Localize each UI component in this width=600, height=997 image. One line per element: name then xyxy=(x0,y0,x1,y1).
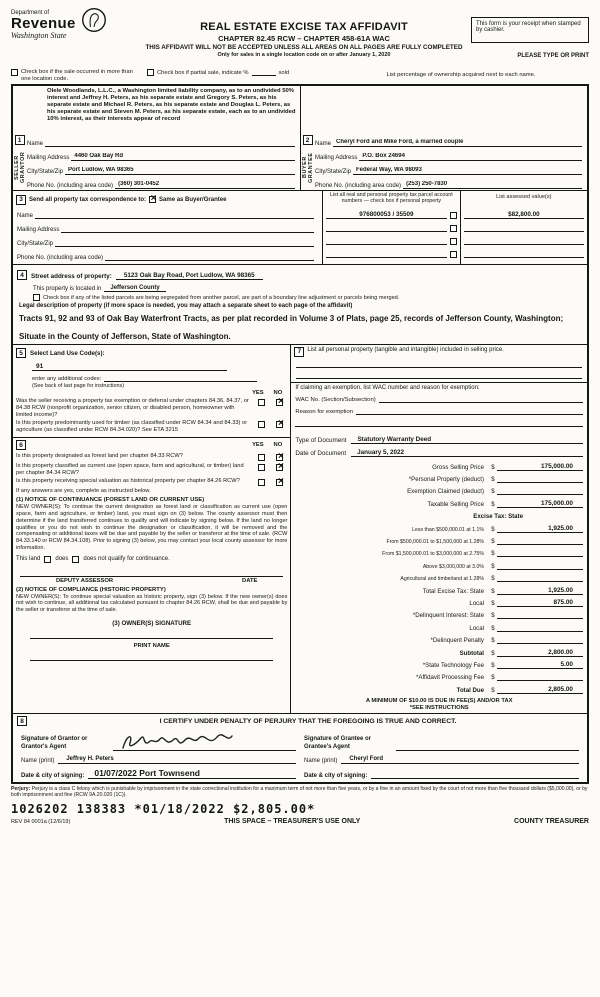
seller-phone-label: Phone No. (including area code) xyxy=(27,183,114,190)
personal-property-deduct-value[interactable] xyxy=(497,475,583,483)
rate-1-1-row: Less than $500,000.01 at 1.1% $ 1,925.00 xyxy=(295,520,583,532)
buyer-name-field[interactable]: Cheryl Ford and Mike Ford, a married couple xyxy=(333,139,582,147)
total-excise-state-label: Total Excise Tax: State xyxy=(422,587,484,595)
multi-location-checkbox[interactable] xyxy=(11,69,18,76)
parcel-1-personal-checkbox[interactable] xyxy=(450,212,457,219)
total-due-row: Total Due $ 2,805.00 xyxy=(295,681,583,693)
ownership-note: List percentage of ownership acquired next to each name. xyxy=(386,72,536,78)
timber-question-text: Is this property predominantly used for timber (as classified under RCW 84.34 and 84.33) or agriculture (as classified under RCW 84.34.020)? See ETA 3215 xyxy=(16,420,248,434)
parcel-3-personal-checkbox[interactable] xyxy=(450,238,457,245)
buyer-phone-row xyxy=(314,176,587,190)
timber-no-checkbox[interactable] xyxy=(276,421,283,428)
legal-description-label: Legal description of property (if more space is needed, you may attach a separate sheet to each page of the affidavit) xyxy=(19,303,353,310)
grantee-signature-label: Signature of Grantee or Grantee's Agent xyxy=(304,736,372,750)
buyer-mailing-row xyxy=(314,148,587,162)
land-use-instructions-note: (See back of last page for instructions) xyxy=(32,383,124,390)
corr-name-row xyxy=(16,206,319,220)
additional-codes-field[interactable] xyxy=(104,375,257,382)
certification-section xyxy=(13,714,587,782)
state-technology-fee-label: *State Technology Fee xyxy=(422,661,484,669)
notice-continuance-title: (1) NOTICE OF CONTINUANCE (FOREST LAND OR CURRENT USE) xyxy=(16,497,205,504)
taxable-selling-price-value[interactable]: 175,000.00 xyxy=(497,500,583,508)
delinquent-interest-local-value[interactable] xyxy=(497,624,583,632)
sec5-no-label: NO xyxy=(273,390,283,397)
document-date-field[interactable]: January 5, 2022 xyxy=(351,449,583,457)
current-use-no-checkbox[interactable] xyxy=(276,464,283,471)
historic-yes-checkbox[interactable] xyxy=(258,479,265,486)
exemption-reason-row-2 xyxy=(295,415,583,427)
land-use-label: Select Land Use Code(s): xyxy=(30,349,105,357)
cashier-stamp: 1026202 138383 *01/18/2022 $2,805.00* xyxy=(11,801,316,816)
continuance-does-checkbox[interactable] xyxy=(44,556,51,563)
if-yes-note: If any answers are yes, complete as instructed below. xyxy=(16,488,151,495)
buyer-name-row xyxy=(314,134,587,148)
grantor-signature-column xyxy=(17,728,300,780)
corr-mailing-field[interactable] xyxy=(61,225,314,233)
assessor-date-label: DATE xyxy=(242,577,258,584)
personal-property-line-2[interactable] xyxy=(296,368,582,379)
corr-phone-row xyxy=(16,248,319,262)
excise-tax-calculation xyxy=(291,457,587,693)
forest-no-checkbox[interactable] xyxy=(276,454,283,461)
parcel-number-1[interactable]: 976800053 / 35509 xyxy=(326,211,447,219)
section-6-number: 6 xyxy=(16,440,26,450)
buyer-phone-field[interactable]: (253) 250-7830 xyxy=(403,181,582,189)
sec5-yes-label: YES xyxy=(252,390,264,397)
seller-side-strip xyxy=(13,134,26,190)
title-block xyxy=(137,7,471,58)
affidavit-processing-fee-label: *Affidavit Processing Fee xyxy=(416,674,484,682)
buyer-mailing-field[interactable]: P.O. Box 24694 xyxy=(359,153,582,161)
gross-selling-price-value[interactable]: 175,000.00 xyxy=(497,463,583,471)
current-use-yes-checkbox[interactable] xyxy=(258,464,265,471)
section-4-number: 4 xyxy=(17,270,27,280)
personal-property-label: List all personal property (tangible and intangible) included in selling price. xyxy=(307,347,504,354)
document-date-row xyxy=(291,444,587,457)
land-designation-section xyxy=(13,438,290,713)
located-in-label: This property is located in xyxy=(33,286,102,293)
segregated-checkbox[interactable] xyxy=(33,294,40,301)
rate-1-1-value[interactable]: 1,925.00 xyxy=(497,525,583,533)
land-use-code-row xyxy=(16,359,287,371)
corr-csz-field[interactable] xyxy=(55,239,314,247)
form-revision-number: REV 84 0001a (12/6/19) xyxy=(11,818,71,825)
delinquent-interest-state-value[interactable] xyxy=(497,611,583,619)
buyer-mailing-label: Mailing Address xyxy=(315,155,358,162)
same-as-buyer-checkbox[interactable] xyxy=(149,196,156,203)
grantor-signature-scribble xyxy=(117,730,237,754)
notice-compliance-title: (2) NOTICE OF COMPLIANCE (HISTORIC PROPERTY) xyxy=(16,586,166,593)
timber-yes-checkbox[interactable] xyxy=(258,421,265,428)
assessed-value-1[interactable]: $82,800.00 xyxy=(464,211,584,219)
current-use-question-text: Is this property classified as current use (open space, farm and agricultural, or timber) land per chapter 84.34 RCW? xyxy=(16,462,244,476)
perjury-statement xyxy=(11,786,589,799)
situate-statement: Situate in the County of Jefferson, State of Washington. xyxy=(19,332,231,342)
street-address-label: Street address of property: xyxy=(31,273,112,281)
corr-csz-row xyxy=(16,234,319,248)
grantee-name-print-label: Name (print) xyxy=(304,757,338,764)
seller-grantor-side-label: SELLER GRANTOR xyxy=(13,152,26,184)
section-3-number: 3 xyxy=(16,195,26,205)
parcel-row-4 xyxy=(326,245,457,258)
seller-name-value[interactable]: Olele Woodlands, L.L.C., a Washington limited liability company, as to an undivided 50% interest and Jeffrey H. Peters, as his separate estate and Gregory S. Peters, as his separate estate and Michael R. Peters, as his separate estate and Douglas L. Peters, as his separate estate and Steven M. Peters, as his separate estate, each as to an undivided 10% interest, as their interests appear of record xyxy=(47,88,296,123)
owners-signature-label: (3) OWNER(S) SIGNATURE xyxy=(112,620,192,627)
exemption-question-text: Was the seller receiving a property tax exemption or deferral under chapters 84.36, 84.37, or 84.38 RCW (nonprofit organization, senior citizen, or disabled person, homeowner with limited income)? xyxy=(16,398,249,418)
grantee-name-field[interactable]: Cheryl Ford xyxy=(341,756,579,764)
gross-selling-price-label: Gross Selling Price xyxy=(432,463,484,471)
rate-3-0-row: Above $3,000,000 at 3.0% $ xyxy=(295,557,583,569)
document-type-row xyxy=(291,431,587,444)
assessed-value-2[interactable] xyxy=(464,224,584,232)
personal-property-line-1[interactable] xyxy=(296,357,582,368)
treasurer-space-label: THIS SPACE – TREASURER'S USE ONLY xyxy=(224,817,361,825)
form-only-note: Only for sales in a single location code on or after January 1, 2020 xyxy=(217,52,391,58)
seller-csz-label: City/State/Zip xyxy=(27,169,64,176)
located-county-field[interactable]: Jefferson County xyxy=(104,285,165,292)
street-address-field[interactable]: 5123 Oak Bay Road, Port Ludlow, WA 98365 xyxy=(116,272,263,280)
seller-name-row xyxy=(26,134,300,148)
buyer-grantee-side-label: BUYER GRANTEE xyxy=(301,152,314,184)
historic-question-text: Is this property receiving special valuation as historical property per chapter 84.26 RCW? xyxy=(16,478,240,485)
seller-csz-row xyxy=(26,162,300,176)
correspondence-column xyxy=(13,191,323,264)
timber-question-row xyxy=(16,420,287,433)
street-address-row xyxy=(17,267,583,280)
historic-question-row xyxy=(16,478,287,486)
affidavit-processing-fee-row: *Affidavit Processing Fee $ xyxy=(295,669,583,681)
buyer-name-overflow-area xyxy=(301,86,587,134)
assessed-row-2 xyxy=(464,219,584,232)
tax-correspondence-section xyxy=(13,191,587,265)
washington-profile-icon xyxy=(81,7,107,33)
personal-property-deduct-row: *Personal Property (deduct) $ xyxy=(295,471,583,483)
rate-3-0-label: Above $3,000,000 at 3.0% xyxy=(422,563,484,570)
partial-sale-percent-field[interactable] xyxy=(252,69,276,76)
delinquent-penalty-row: *Delinquent Penalty $ xyxy=(295,632,583,644)
delinquent-interest-local-row: Local $ xyxy=(295,619,583,631)
grantor-name-print-label: Name (print) xyxy=(21,757,55,764)
parcel-row-3 xyxy=(326,232,457,245)
form-body xyxy=(11,84,589,783)
seller-phone-row xyxy=(26,176,300,190)
corr-mailing-label: Mailing Address xyxy=(17,227,60,234)
continuance-prefix: This land xyxy=(16,556,41,563)
corr-mailing-row xyxy=(16,220,319,234)
form-subtitle: CHAPTER 82.45 RCW – CHAPTER 458-61A WAC xyxy=(218,34,390,43)
wac-number-label: WAC No. (Section/Subsection) xyxy=(295,397,376,404)
located-in-row xyxy=(17,280,583,292)
receipt-column xyxy=(471,7,589,59)
receipt-note: This form is your receipt when stamped by cashier. xyxy=(471,17,589,43)
corr-name-label: Name xyxy=(17,213,34,220)
grantor-signature-line[interactable] xyxy=(113,729,296,751)
assessed-row-3 xyxy=(464,232,584,245)
assessed-values-header: List assessed value(s) xyxy=(496,194,552,201)
county-treasurer-label: COUNTY TREASURER xyxy=(514,817,589,825)
grantee-signature-line[interactable] xyxy=(396,729,579,751)
seller-mailing-label: Mailing Address xyxy=(27,155,70,162)
parties-section xyxy=(13,86,587,191)
subtotal-row: Subtotal $ 2,800.00 xyxy=(295,644,583,656)
rate-1-28-row: From $500,000.01 to $1,500,000 at 1.28% $ xyxy=(295,533,583,545)
delinquent-interest-local-label: Local xyxy=(469,624,484,632)
total-due-value[interactable]: 2,805.00 xyxy=(497,686,583,694)
buyer-grantee-box xyxy=(300,86,587,190)
partial-sale-option xyxy=(133,69,333,76)
owners-signature-line[interactable] xyxy=(30,627,273,639)
grantee-date-city-label: Date & city of signing: xyxy=(304,772,368,779)
multi-location-option xyxy=(11,69,133,82)
grantor-date-city-label: Date & city of signing: xyxy=(21,772,85,779)
exemption-claimed-row: Exemption Claimed (deduct) $ xyxy=(295,483,583,495)
grantor-name-field[interactable]: Jeffrey H. Peters xyxy=(58,756,296,764)
agricultural-rate-row: Agricultural and timberland at 1.28% $ xyxy=(295,570,583,582)
parcel-row-1 xyxy=(326,206,457,219)
total-excise-local-row: Local $ 875.00 xyxy=(295,595,583,607)
additional-codes-label: enter any additional codes: xyxy=(32,376,102,383)
rate-1-28-value[interactable] xyxy=(497,537,583,545)
corr-phone-label: Phone No. (including area code) xyxy=(17,255,104,262)
affidavit-processing-fee-value[interactable] xyxy=(497,673,583,681)
rate-2-75-row: From $1,500,000.01 to $3,000,000 at 2.75% $ xyxy=(295,545,583,557)
section-1-number: 1 xyxy=(15,135,25,145)
parcel-2-personal-checkbox[interactable] xyxy=(450,225,457,232)
seller-name-label: Name xyxy=(27,141,44,148)
continuance-does-not-checkbox[interactable] xyxy=(72,556,79,563)
assessed-row-1 xyxy=(464,206,584,219)
exemption-question-row xyxy=(16,398,287,418)
current-use-question-row xyxy=(16,463,287,476)
excise-tax-state-header-row xyxy=(295,508,583,520)
parcel-numbers-header: List all real and personal property tax parcel account numbers — check box if personal property xyxy=(329,192,453,205)
forest-land-question-text: Is this property designated as forest land per chapter 84.33 RCW? xyxy=(16,452,183,459)
sec5-yes-no-header xyxy=(16,390,287,396)
rate-1-28-label: From $500,000.01 to $1,500,000 at 1.28% xyxy=(386,539,484,546)
multi-location-label: Check box if the sale occurred in more than one location code. xyxy=(21,69,133,82)
sec6-no-label: NO xyxy=(273,442,283,449)
historic-no-checkbox[interactable] xyxy=(276,479,283,486)
exemption-no-checkbox[interactable] xyxy=(276,399,283,406)
property-location-section xyxy=(13,265,587,345)
wac-number-field[interactable] xyxy=(379,396,583,403)
middle-two-columns xyxy=(13,345,587,713)
continuance-does-not-label: does not qualify for continuance. xyxy=(83,556,170,563)
wac-number-row xyxy=(295,391,583,403)
form-header xyxy=(11,7,589,67)
agricultural-rate-label: Agricultural and timberland at 1.28% xyxy=(400,576,484,583)
excise-tax-state-header: Excise Tax: State xyxy=(473,513,523,521)
forest-yes-checkbox[interactable] xyxy=(258,454,265,461)
parcel-row-2 xyxy=(326,219,457,232)
assessed-values-column xyxy=(461,191,587,264)
state-technology-fee-row: *State Technology Fee $ 5.00 xyxy=(295,657,583,669)
land-use-code-field[interactable]: 91 xyxy=(32,363,227,371)
perjury-label: Perjury: xyxy=(11,785,31,792)
document-type-label: Type of Document xyxy=(295,437,347,445)
bottom-row xyxy=(11,818,589,825)
buyer-csz-row xyxy=(314,162,587,176)
grantee-date-city-row xyxy=(304,764,579,779)
see-instructions-note: *SEE INSTRUCTIONS xyxy=(409,705,469,712)
certify-statement: I CERTIFY UNDER PENALTY OF PERJURY THAT THE FOREGOING IS TRUE AND CORRECT. xyxy=(159,717,457,725)
continuance-does-label: does xyxy=(55,556,69,563)
delinquent-interest-state-label: *Delinquent Interest: State xyxy=(412,612,484,620)
rate-2-75-label: From $1,500,000.01 to $3,000,000 at 2.75% xyxy=(382,551,484,558)
legal-description-value[interactable]: Tracts 91, 92 and 93 of Oak Bay Waterfront Tracts, as per plat recorded in Volume 3 of Plats, page 25, records of Jefferson County, Washington; xyxy=(19,314,564,324)
corr-name-field[interactable] xyxy=(35,211,314,219)
personal-property-deduct-label: *Personal Property (deduct) xyxy=(408,476,484,484)
state-technology-fee-value[interactable]: 5.00 xyxy=(497,661,583,669)
seller-phone-field[interactable]: (360) 301-0452 xyxy=(115,181,295,189)
additional-codes-row xyxy=(16,371,287,382)
partial-sale-label: Check box if partial sale, indicate % xyxy=(157,70,249,76)
seller-mailing-field[interactable]: 4460 Oak Bay Rd xyxy=(71,153,295,161)
taxable-selling-price-label: Taxable Selling Price xyxy=(427,500,484,508)
logo-revenue-text: Revenue xyxy=(11,15,76,32)
land-use-section xyxy=(13,345,290,438)
exemption-reason-row xyxy=(295,403,583,415)
left-column xyxy=(13,345,291,712)
assessed-row-4 xyxy=(464,245,584,258)
exemption-claimed-value[interactable] xyxy=(497,487,583,495)
total-excise-local-label: Local xyxy=(469,600,484,607)
deputy-assessor-label: DEPUTY ASSESSOR xyxy=(56,577,114,584)
gross-selling-price-row: Gross Selling Price $ 175,000.00 xyxy=(295,458,583,470)
forest-land-question-row xyxy=(16,453,287,461)
document-date-label: Date of Document xyxy=(295,450,347,458)
grantee-signature-column xyxy=(300,728,583,780)
segregated-label: Check box if any of the listed parcels are being segregated from another parcel, are part of a boundary line adjustment or parcels being merged. xyxy=(43,294,400,301)
segregated-row xyxy=(17,292,583,302)
right-column xyxy=(291,345,587,712)
buyer-name-label: Name xyxy=(315,141,332,148)
exemption-reason-field-2[interactable] xyxy=(295,420,583,427)
section-7-number: 7 xyxy=(294,347,304,357)
rate-1-1-label: Less than $500,000.01 at 1.1% xyxy=(412,526,484,533)
grantor-signature-label: Signature of Grantor or Grantor's Agent xyxy=(21,736,88,750)
top-checkbox-row xyxy=(11,69,589,82)
grantee-date-city-field[interactable] xyxy=(371,769,579,779)
agricultural-rate-value[interactable] xyxy=(497,574,583,582)
form-title: REAL ESTATE EXCISE TAX AFFIDAVIT xyxy=(200,21,408,33)
partial-sale-sold-label: sold xyxy=(278,70,290,76)
buyer-csz-field[interactable]: Federal Way, WA 98093 xyxy=(353,167,582,175)
parcel-numbers-column xyxy=(323,191,461,264)
logo-department-text: Department of xyxy=(11,10,50,16)
delinquent-interest-state-row: *Delinquent Interest: State $ xyxy=(295,607,583,619)
parcel-number-3[interactable] xyxy=(326,237,447,245)
document-type-field[interactable]: Statutory Warranty Deed xyxy=(351,436,583,444)
same-as-buyer-label: Same as Buyer/Grantee xyxy=(159,196,227,203)
parcel-4-personal-checkbox[interactable] xyxy=(450,251,457,258)
seller-grantor-box xyxy=(13,86,300,190)
exemption-yes-checkbox[interactable] xyxy=(258,399,265,406)
total-excise-state-row: Total Excise Tax: State $ 1,925.00 xyxy=(295,582,583,594)
grantor-date-city-row xyxy=(21,764,296,779)
assessed-value-4[interactable] xyxy=(464,250,584,258)
total-excise-state-value[interactable]: 1,925.00 xyxy=(497,587,583,595)
sec6-yes-label: YES xyxy=(252,442,264,449)
seller-name-field[interactable] xyxy=(45,139,295,147)
exemption-block xyxy=(291,382,587,427)
dor-logo xyxy=(11,7,137,40)
parcel-number-4[interactable] xyxy=(326,250,447,258)
please-type-or-print: PLEASE TYPE OR PRINT xyxy=(517,53,589,59)
delinquent-penalty-value[interactable] xyxy=(497,636,583,644)
partial-sale-checkbox[interactable] xyxy=(147,69,154,76)
section-8-number: 8 xyxy=(17,716,27,726)
subtotal-value[interactable]: 2,800.00 xyxy=(497,649,583,657)
subtotal-label: Subtotal xyxy=(459,649,484,657)
grantor-date-city-field[interactable]: 01/07/2022 Port Townsend xyxy=(88,768,296,779)
assessed-value-3[interactable] xyxy=(464,237,584,245)
perjury-text: Perjury is a class C felony which is punishable by imprisonment in the state correctional institution for a maximum term of not more than five years, or by a fine in an amount fixed by the court of not more than five thousand dollars ($5,000.00), or by both imprisonment and fine (RCW 9A.20.020 (1C)). xyxy=(11,785,588,799)
buyer-phone-label: Phone No. (including area code) xyxy=(315,183,402,190)
notice-compliance-body: NEW OWNER(S): To continue special valuation as historic property, sign (3) below. If the new owner(s) does not wish to continue, all additional tax calculated pursuant to chapter 84.26 RCW, shall be due and payable by the seller or transferor at the time of sale. xyxy=(16,593,288,614)
minimum-fee-note: A MINIMUM OF $10.00 IS DUE IN FEE(S) AND/OR TAX *SEE INSTRUCTIONS xyxy=(365,697,513,712)
exemption-reason-label: Reason for exemption xyxy=(295,409,354,416)
section-5-number: 5 xyxy=(16,348,26,358)
grantee-name-row xyxy=(304,751,579,764)
deputy-assessor-signature-line[interactable] xyxy=(20,565,283,577)
total-due-label: Total Due xyxy=(456,686,484,694)
seller-csz-field[interactable]: Port Ludlow, WA 98365 xyxy=(65,167,295,175)
rate-2-75-value[interactable] xyxy=(497,549,583,557)
send-correspondence-label: Send all property tax correspondence to: xyxy=(29,196,147,203)
rate-3-0-value[interactable] xyxy=(497,562,583,570)
exemption-header: If claiming an exemption, list WAC number and reason for exemption: xyxy=(295,385,480,392)
form-warning: THIS AFFIDAVIT WILL NOT BE ACCEPTED UNLESS ALL AREAS ON ALL PAGES ARE FULLY COMPLETED xyxy=(145,44,463,51)
print-name-line[interactable] xyxy=(30,649,273,661)
taxable-selling-price-row: Taxable Selling Price $ 175,000.00 xyxy=(295,495,583,507)
notice-continuance-body: NEW OWNER(S): To continue the current designation as forest land or classification as current use (open space, farm and agriculture, or timber) land, you must sign on (3) below. The county assessor must then determine if the land transferred continues to qualify and will indicate by signing below. If the land no longer qualifies or you do not wish to continue the designation or classification, it will be removed and the compensating or additional taxes will be due and payable by the seller or transferor at the time of sale. (RCW 84.33.140 or RCW 84.34.108). Prior to signing (3) below, you may contact your local county assessor for more information. xyxy=(16,504,288,551)
total-excise-local-value[interactable]: 875.00 xyxy=(497,599,583,607)
delinquent-penalty-label: *Delinquent Penalty xyxy=(430,637,484,645)
exemption-claimed-label: Exemption Claimed (deduct) xyxy=(407,488,484,496)
exemption-reason-field[interactable] xyxy=(356,408,583,415)
corr-csz-label: City/State/Zip xyxy=(17,241,54,248)
seller-mailing-row xyxy=(26,148,300,162)
parcel-number-2[interactable] xyxy=(326,224,447,232)
print-name-label: PRINT NAME xyxy=(133,643,170,649)
section-2-number: 2 xyxy=(303,135,313,145)
buyer-side-strip xyxy=(301,134,314,190)
corr-phone-field[interactable] xyxy=(105,253,314,261)
continuance-row xyxy=(16,556,287,563)
buyer-csz-label: City/State/Zip xyxy=(315,169,352,176)
logo-state-text: Washington State xyxy=(11,31,67,40)
